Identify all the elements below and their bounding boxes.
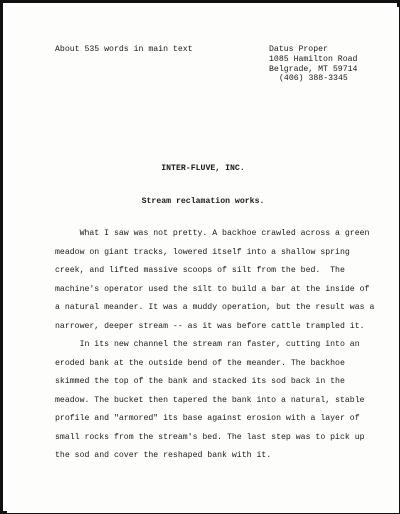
- body-line: meadow on giant tracks, lowered itself into a shallow spring: [55, 247, 350, 257]
- author-address-block: [269, 45, 357, 84]
- article-subtitle: Stream reclamation works.: [141, 197, 265, 206]
- body-line: narrower, deeper stream -- as it was before cattle trampled it.: [55, 321, 365, 331]
- body-line: a natural meander. It was a muddy operation, but the result was a: [55, 303, 375, 312]
- body-line: eroded bank at the outside bend of the meander. The backhoe: [55, 358, 345, 368]
- author-phone: (406) 388-3345: [279, 74, 348, 84]
- organization-title: INTER-FLUVE, INC.: [161, 164, 245, 173]
- author-city: Belgrade, MT 59714: [269, 64, 358, 74]
- body-line: What I saw was not pretty. A backhoe crawled across a green: [55, 229, 370, 238]
- author-street: 1085 Hamilton Road: [269, 54, 358, 64]
- body-line: meadow. The bucket then tapered the bank into a natural, stable: [55, 395, 365, 405]
- body-line: skimmed the top of the bank and stacked its sod back in the: [55, 377, 345, 386]
- word-count-note: About 535 words in main text: [55, 45, 193, 54]
- body-line: creek, and lifted massive scoops of silt from the bed. The: [55, 266, 345, 275]
- body-line: machine's operator used the silt to build a bar at the inside of: [55, 284, 370, 294]
- body-line: small rocks from the stream's bed. The last step was to pick up: [55, 432, 365, 442]
- body-line: profile and "armored" its base against erosion with a layer of: [55, 414, 360, 423]
- typed-page: [7, 7, 399, 513]
- body-line: In its new channel the stream ran faster, cutting into an: [55, 340, 360, 349]
- body-line: the sod and cover the reshaped bank with it.: [55, 451, 272, 460]
- author-name: Datus Proper: [269, 45, 328, 54]
- article-body: [55, 229, 375, 470]
